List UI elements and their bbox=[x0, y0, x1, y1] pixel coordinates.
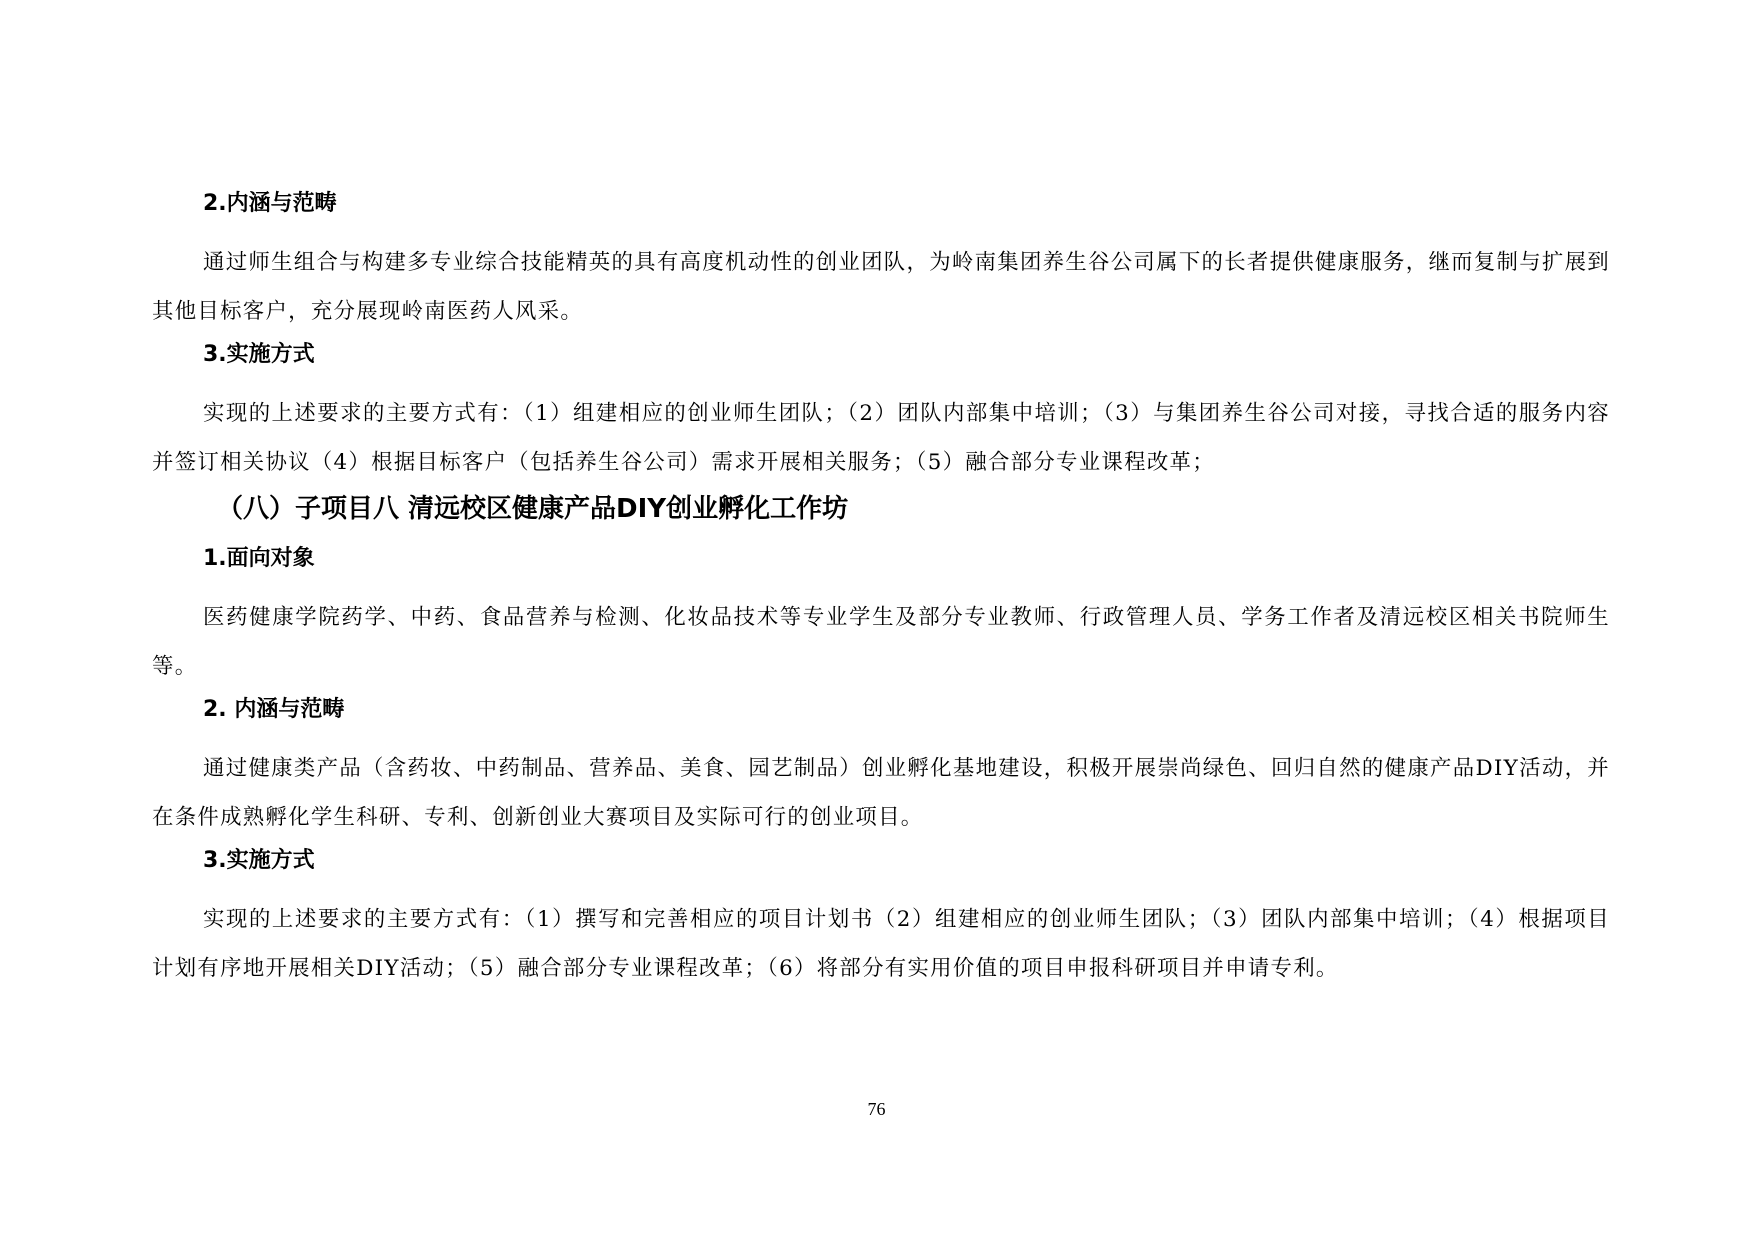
section-heading-implementation-2: 3.实施方式 bbox=[203, 848, 315, 873]
section-heading-implementation: 3.实施方式 bbox=[203, 342, 315, 367]
paragraph-connotation-2: 通过健康类产品（含药妆、中药制品、营养品、美食、园艺制品）创业孵化基地建设，积极开展崇尚绿色、回归自然的健康产品DIY活动，并在条件成熟孵化学生科研、专利、创新创业大赛项目及实际可行的创业项目。 bbox=[152, 756, 1610, 830]
paragraph-target-audience: 医药健康学院药学、中药、食品营养与检测、化妆品技术等专业学生及部分专业教师、行政管理人员、学务工作者及清远校区相关书院师生等。 bbox=[152, 605, 1610, 679]
document-body bbox=[152, 190, 1610, 998]
section-heading-target-audience: 1.面向对象 bbox=[203, 546, 315, 571]
paragraph-implementation-2: 实现的上述要求的主要方式有：（1）撰写和完善相应的项目计划书（2）组建相应的创业师生团队；（3）团队内部集中培训；（4）根据项目计划有序地开展相关DIY活动；（5）融合部分专业课程改革；（6）将部分有实用价值的项目申报科研项目并申请专利。 bbox=[152, 907, 1610, 981]
section-heading-connotation-2: 2. 内涵与范畴 bbox=[203, 697, 345, 722]
paragraph-connotation: 通过师生组合与构建多专业综合技能精英的具有高度机动性的创业团队，为岭南集团养生谷公司属下的长者提供健康服务，继而复制与扩展到其他目标客户，充分展现岭南医药人风采。 bbox=[152, 250, 1610, 324]
page-number: 76 bbox=[867, 1099, 886, 1119]
section-heading-connotation: 2.内涵与范畴 bbox=[203, 191, 337, 216]
subproject-title: （八）子项目八 清远校区健康产品DIY创业孵化工作坊 bbox=[217, 494, 849, 524]
paragraph-implementation: 实现的上述要求的主要方式有：（1）组建相应的创业师生团队；（2）团队内部集中培训；（3）与集团养生谷公司对接，寻找合适的服务内容并签订相关协议（4）根据目标客户（包括养生谷公司）需求开展相关服务；（5）融合部分专业课程改革； bbox=[152, 401, 1610, 475]
